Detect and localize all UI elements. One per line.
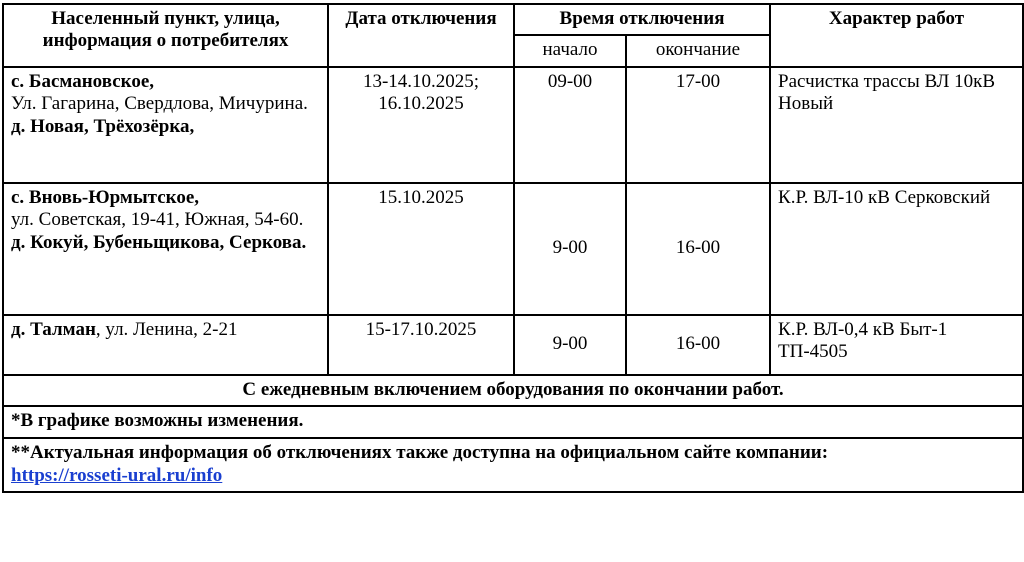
cell-time-start: 09-00 [514, 67, 626, 183]
cell-time-start: 9-00 [514, 183, 626, 315]
outage-schedule-document [0, 3, 1024, 562]
cell-time-start: 9-00 [514, 315, 626, 375]
table-row [3, 183, 1023, 315]
place-bold-secondary: д. Новая, Трёхозёрка, [11, 115, 195, 137]
footer-site-text: **Актуальная информация об отключениях также доступна на официальном сайте компании: [11, 441, 829, 463]
footer-row-schedule [3, 406, 1023, 437]
header-time-end: окончание [626, 35, 770, 66]
place-bold-primary: с. Вновь-Юрмытское, [11, 186, 200, 208]
header-place: Населенный пункт, улица, информация о потребителях [3, 4, 328, 67]
place-bold-primary: с. Басмановское, [11, 70, 155, 92]
place-bold-primary: д. Талман [11, 318, 96, 340]
table-body [3, 67, 1023, 493]
footer-row-daily [3, 375, 1023, 406]
cell-time-end: 16-00 [626, 315, 770, 375]
table-row [3, 315, 1023, 375]
header-work: Характер работ [770, 4, 1023, 67]
cell-work: К.Р. ВЛ-0,4 кВ Быт-1 ТП-4505 [770, 315, 1023, 375]
cell-place [3, 315, 328, 375]
header-time-start: начало [514, 35, 626, 66]
cell-time-end: 17-00 [626, 67, 770, 183]
place-streets: , ул. Ленина, 2-21 [95, 318, 238, 340]
cell-work: Расчистка трассы ВЛ 10кВ Новый [770, 67, 1023, 183]
cell-work: К.Р. ВЛ-10 кВ Серковский [770, 183, 1023, 315]
cell-place [3, 67, 328, 183]
header-date: Дата отключения [328, 4, 514, 67]
cell-date: 15-17.10.2025 [328, 315, 514, 375]
table-header [3, 4, 1023, 67]
cell-date: 13-14.10.2025; 16.10.2025 [328, 67, 514, 183]
footer-schedule-note: *В графике возможны изменения. [3, 406, 1023, 437]
company-site-link[interactable]: https://rosseti-ural.ru/info [11, 465, 223, 487]
footer-row-site [3, 438, 1023, 493]
place-bold-secondary: д. Кокуй, Бубеньщикова, Серкова. [11, 231, 307, 253]
footer-daily-note: С ежедневным включением оборудования по окончании работ. [3, 375, 1023, 406]
outage-table [2, 3, 1024, 493]
place-streets: ул. Советская, 19-41, Южная, 54-60. [11, 209, 304, 231]
header-time: Время отключения [514, 4, 770, 35]
header-row-main [3, 4, 1023, 35]
footer-site-note [3, 438, 1023, 493]
cell-date: 15.10.2025 [328, 183, 514, 315]
cell-time-end: 16-00 [626, 183, 770, 315]
table-row [3, 67, 1023, 183]
place-streets: Ул. Гагарина, Свердлова, Мичурина. [11, 93, 308, 115]
cell-place [3, 183, 328, 315]
